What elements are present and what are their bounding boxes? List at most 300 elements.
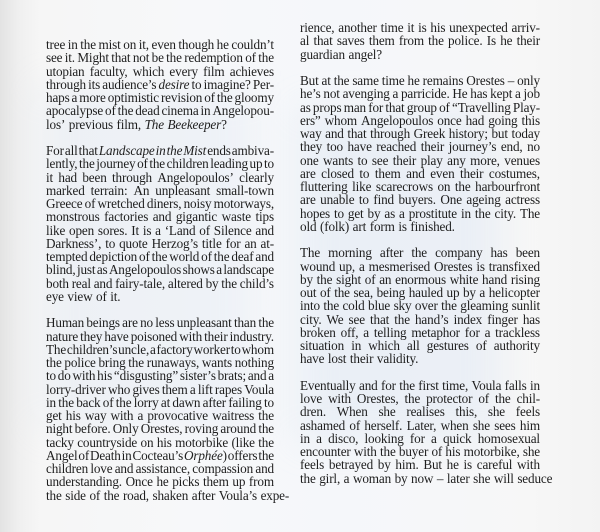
word: at	[321, 73, 331, 89]
word: factories	[104, 209, 149, 225]
word: harbourfront	[475, 179, 540, 195]
word: ‘Land	[164, 222, 196, 238]
word: faculty,	[89, 63, 128, 79]
word: Only	[112, 421, 139, 437]
text-line	[300, 458, 540, 471]
word: to	[264, 156, 274, 172]
word: a	[392, 86, 399, 102]
word: to	[357, 152, 368, 168]
word: has	[522, 311, 540, 327]
word: reached	[376, 139, 417, 155]
word: his	[445, 444, 461, 460]
word: the	[166, 50, 182, 66]
word: Later,	[406, 417, 437, 433]
word: at-	[260, 235, 274, 251]
word: los’	[46, 116, 66, 132]
text-line	[46, 144, 274, 157]
word: is	[398, 218, 407, 234]
word: situation	[300, 338, 345, 354]
text-line	[300, 180, 540, 193]
word: Orestes	[433, 258, 473, 274]
word: the	[399, 377, 415, 393]
word: old	[300, 218, 317, 234]
word: for	[368, 99, 384, 115]
word: with	[517, 457, 540, 473]
paragraph	[300, 21, 540, 61]
text-line	[46, 487, 290, 503]
word: ageing	[466, 192, 501, 208]
word: prostitute	[408, 205, 458, 221]
word: realises	[406, 404, 445, 420]
word: offers	[227, 447, 258, 463]
text-line	[46, 396, 274, 409]
word: for	[225, 235, 241, 251]
word: Once	[125, 474, 153, 490]
word: a	[479, 285, 486, 301]
word: have	[104, 328, 129, 344]
text-line	[300, 286, 540, 299]
word: We	[326, 311, 344, 327]
word: been	[82, 169, 107, 185]
text-line	[46, 330, 274, 343]
word: small-town	[216, 182, 274, 198]
text-line	[300, 74, 540, 87]
word: poisoned	[130, 328, 178, 344]
word: form	[369, 218, 395, 234]
word: by	[394, 470, 408, 486]
word: validity.	[376, 351, 419, 367]
word: noisy	[183, 196, 212, 212]
word: assistance,	[135, 461, 190, 477]
word: who	[107, 381, 131, 397]
word: night	[46, 421, 73, 437]
text-line	[300, 260, 540, 273]
word: altered	[167, 275, 203, 291]
word: the	[454, 179, 471, 195]
word: waste	[221, 209, 251, 225]
word: blue	[368, 298, 391, 314]
word: worker	[193, 341, 230, 357]
word: not	[132, 50, 150, 66]
word: al	[300, 33, 310, 49]
word: of	[475, 338, 487, 354]
word: the	[115, 394, 132, 410]
word: landscape	[223, 262, 274, 278]
word: scarecrows	[375, 179, 433, 195]
word: lorry	[133, 394, 159, 410]
word: though	[178, 37, 215, 52]
word: through	[370, 126, 411, 142]
word: unpleasant	[155, 182, 211, 198]
text-line	[300, 21, 540, 34]
word: only	[517, 73, 540, 89]
word: apocalypse	[46, 103, 104, 119]
word: feels	[515, 404, 540, 420]
word: trackless	[495, 324, 540, 340]
word: couldn’t	[231, 37, 274, 52]
word: rience,	[300, 20, 335, 35]
word: Silence	[213, 222, 252, 238]
word: in	[155, 143, 166, 159]
word: that	[111, 50, 131, 66]
word: of	[137, 156, 148, 172]
word: deaf	[231, 249, 254, 265]
word: of	[204, 90, 215, 105]
text-line	[300, 470, 553, 486]
text-line	[46, 38, 274, 51]
text-line	[300, 140, 540, 153]
word: But	[300, 73, 319, 89]
text-line	[46, 184, 274, 197]
word: picks	[172, 474, 200, 490]
word: but	[491, 126, 508, 142]
word: finished.	[410, 218, 455, 234]
word: uncle,	[118, 341, 150, 357]
word: by	[462, 285, 476, 301]
text-line	[300, 352, 540, 365]
word: the	[213, 249, 230, 265]
word: the	[46, 487, 62, 503]
word: provocative	[147, 408, 208, 424]
word: the	[80, 37, 96, 52]
word: Orestes	[466, 73, 505, 89]
word: she	[473, 470, 491, 486]
text-line	[300, 299, 540, 312]
word: had	[465, 112, 485, 128]
word: Orestes,	[356, 391, 399, 407]
text-line	[46, 118, 274, 131]
word: lift	[197, 381, 213, 397]
word: Human	[46, 315, 85, 331]
word: even	[430, 165, 455, 181]
text-line	[46, 65, 274, 78]
word: this	[521, 112, 540, 128]
word: up	[232, 474, 246, 490]
word: sky	[393, 298, 412, 314]
word: the	[441, 298, 457, 314]
word: of	[478, 391, 489, 407]
text-line	[300, 273, 540, 286]
word: a	[71, 90, 78, 105]
word: sees	[494, 417, 516, 433]
word: job	[523, 86, 540, 102]
word: gigantic	[175, 209, 218, 225]
word: with	[110, 408, 134, 424]
word: actress	[505, 192, 540, 208]
text-line	[46, 91, 274, 104]
word: dawn	[172, 394, 201, 410]
word: seduce	[517, 470, 553, 486]
word: which	[132, 63, 165, 79]
word: motorbike,	[463, 444, 520, 460]
word: –	[507, 73, 515, 89]
word: Angelopou-	[212, 103, 274, 119]
word: closed	[321, 165, 354, 181]
word: compassion	[192, 461, 254, 477]
word: in	[351, 338, 362, 354]
text-line	[300, 339, 540, 352]
word: end,	[500, 139, 523, 155]
text-line	[300, 419, 540, 432]
word: be	[151, 50, 164, 66]
word: transfixed	[488, 258, 540, 274]
word: than	[233, 315, 257, 331]
word: that	[347, 126, 367, 142]
word: Cocteau’s	[132, 447, 184, 463]
word: him.	[395, 457, 419, 473]
word: the	[117, 103, 134, 119]
word: optimistic	[107, 90, 159, 105]
word: a	[343, 470, 350, 486]
word: fairy-tale,	[115, 275, 166, 291]
word: sea,	[353, 285, 373, 301]
word: the	[258, 408, 274, 424]
word: encounter	[300, 444, 351, 460]
word: telling	[373, 324, 407, 340]
word: film	[203, 63, 225, 79]
word: gloomy	[234, 90, 274, 105]
word: have	[347, 139, 372, 155]
word: to	[105, 235, 116, 251]
word: their	[460, 165, 484, 181]
word: it	[407, 20, 415, 35]
word: waitress	[212, 408, 255, 424]
word: as	[300, 99, 311, 115]
text-line	[46, 78, 274, 91]
word: for	[380, 377, 396, 393]
paragraph	[46, 38, 274, 131]
word: one	[300, 152, 319, 168]
word: the	[394, 311, 410, 327]
word: Per-	[252, 76, 274, 92]
word: world	[169, 249, 200, 265]
word: off,	[340, 324, 359, 340]
word: and	[406, 165, 425, 181]
text-line	[300, 220, 540, 233]
word: looking	[364, 430, 404, 446]
word: he	[407, 73, 420, 89]
text-line	[300, 392, 540, 405]
word: unable	[320, 192, 355, 208]
word: like	[352, 179, 372, 195]
word: the	[494, 391, 511, 407]
word: children’s	[66, 341, 118, 357]
word: a	[431, 430, 437, 446]
text-line	[300, 445, 540, 458]
word: of	[439, 99, 450, 115]
word: a	[484, 324, 491, 340]
word: another	[338, 20, 377, 35]
word: shows	[182, 262, 215, 278]
left-text-column	[46, 37, 290, 503]
word: brats;	[217, 368, 247, 384]
word: with	[328, 391, 351, 407]
word: finger	[487, 311, 518, 327]
word: Angelopoulos	[108, 262, 182, 278]
word: their	[516, 33, 540, 49]
word: imagine?	[203, 76, 251, 92]
word: child’s	[239, 275, 274, 291]
word: monstrous	[46, 209, 100, 225]
text-line	[300, 379, 540, 392]
word: buyer	[398, 444, 429, 460]
word: that	[370, 311, 390, 327]
word: in	[67, 37, 78, 52]
word: as	[384, 205, 396, 221]
right-text-column	[300, 20, 553, 486]
word: of	[102, 394, 114, 410]
word: to	[358, 192, 369, 208]
word: wretched	[97, 196, 145, 212]
word: Is	[486, 33, 496, 49]
word: betrayed	[328, 457, 374, 473]
word: depiction	[89, 249, 138, 265]
word: The	[46, 341, 67, 357]
text-line	[46, 475, 274, 488]
word: sunlit	[511, 298, 540, 314]
word: broken	[300, 324, 336, 340]
word: all	[64, 143, 78, 159]
word: He	[452, 86, 468, 102]
paragraph	[300, 377, 553, 486]
word: its	[88, 76, 101, 92]
word: utopian	[46, 63, 85, 79]
text-line	[46, 237, 274, 250]
text-line	[300, 432, 540, 445]
word: lorry-driver	[46, 381, 106, 397]
word: (like	[231, 434, 255, 450]
word: countryside	[77, 434, 138, 450]
text-line	[46, 356, 274, 369]
text-line	[300, 326, 540, 339]
word: homosexual	[477, 430, 540, 446]
word: ers”	[300, 112, 321, 128]
word: love	[300, 391, 323, 407]
word: him	[519, 417, 540, 433]
word: get	[347, 205, 364, 221]
word: their	[420, 139, 445, 155]
text-line	[46, 263, 274, 276]
word: The	[144, 116, 164, 132]
word: that	[78, 143, 98, 159]
word: ambiva-	[231, 143, 274, 159]
word: ends	[207, 143, 231, 159]
word: with	[353, 444, 377, 460]
word: his	[156, 434, 172, 450]
word: by	[205, 275, 219, 291]
word: art	[352, 218, 367, 234]
word: a	[515, 86, 521, 102]
word: helicopter	[488, 285, 540, 301]
word: and	[255, 222, 274, 238]
word: his	[97, 368, 113, 384]
word: by	[367, 205, 381, 221]
word: is	[142, 222, 152, 238]
word: less	[155, 315, 175, 331]
word: Darkness’,	[46, 235, 102, 251]
word: he	[156, 474, 169, 490]
word: and	[255, 249, 274, 265]
word: roving	[184, 421, 219, 437]
word: through	[112, 169, 152, 185]
word: a	[363, 324, 369, 340]
word: no	[140, 315, 153, 331]
word: side	[65, 487, 86, 503]
word: the	[404, 391, 421, 407]
word: it	[46, 169, 54, 185]
word: Greek	[413, 126, 446, 142]
word: of	[89, 487, 101, 503]
word: for	[409, 430, 425, 446]
word: feels	[300, 457, 325, 473]
word: diners,	[146, 196, 182, 212]
word: with	[72, 368, 96, 384]
word: the	[474, 205, 491, 221]
word: the	[316, 271, 333, 287]
word: he	[446, 457, 459, 473]
word: hauled	[408, 285, 443, 301]
word: authority	[493, 338, 540, 354]
word: their	[392, 152, 417, 168]
word: to	[230, 341, 241, 357]
word: see	[46, 50, 63, 66]
word: the	[149, 156, 166, 172]
word: Death	[89, 447, 121, 463]
word: the	[151, 249, 168, 265]
word: history;	[448, 126, 488, 142]
word: Voula	[471, 377, 502, 393]
word: disco,	[328, 430, 359, 446]
word: as	[96, 262, 108, 278]
word: back	[76, 394, 101, 410]
word: of	[349, 417, 361, 433]
text-line	[46, 422, 274, 435]
word: their	[204, 328, 228, 344]
text-line	[300, 313, 540, 326]
word: from	[398, 33, 424, 49]
word: the	[258, 315, 274, 331]
word: open	[69, 222, 95, 238]
word: way	[300, 126, 322, 142]
word: just	[76, 262, 96, 278]
text-line	[300, 154, 540, 167]
word: this,	[455, 404, 478, 420]
word: into	[300, 298, 320, 314]
word: to	[263, 394, 274, 410]
word: bring	[98, 355, 126, 371]
word: after	[379, 245, 404, 261]
word: of	[84, 196, 96, 212]
word: out	[300, 285, 317, 301]
word: marked	[46, 182, 85, 198]
word: with	[179, 328, 203, 344]
word: the	[380, 444, 396, 460]
text-line	[300, 193, 540, 206]
word: redemption	[184, 50, 243, 66]
word: to	[46, 368, 56, 384]
word: time	[381, 73, 405, 89]
word: metaphor	[411, 324, 460, 340]
word: gleaming	[460, 298, 509, 314]
text-line	[46, 277, 274, 290]
word: the	[79, 156, 95, 172]
word: film,	[116, 116, 142, 132]
word: she	[487, 404, 506, 420]
word: to	[191, 76, 202, 92]
word: lost	[327, 351, 347, 367]
word: are	[122, 315, 138, 331]
word: remains	[422, 73, 464, 89]
